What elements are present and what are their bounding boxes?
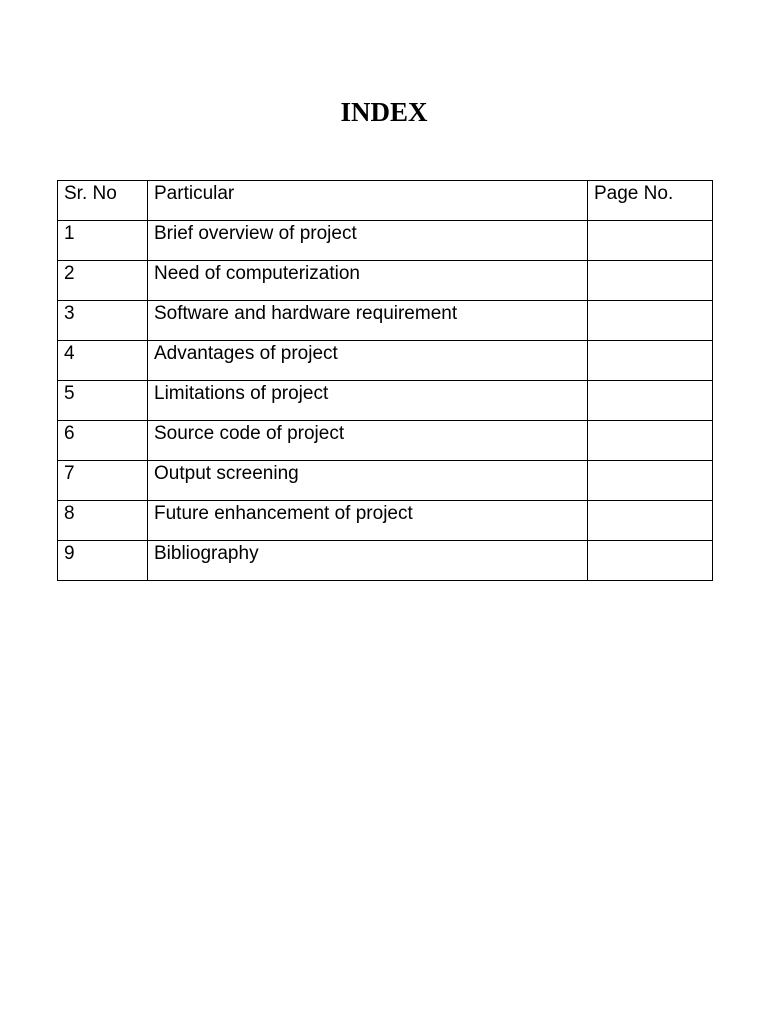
table-row — [58, 261, 713, 301]
table-row — [58, 221, 713, 261]
page-no-cell — [588, 261, 713, 301]
sr-no-cell: 8 — [58, 501, 148, 541]
sr-no-cell: 2 — [58, 261, 148, 301]
table-row — [58, 301, 713, 341]
sr-no-cell: 7 — [58, 461, 148, 501]
page-title: INDEX — [340, 97, 428, 127]
sr-no-cell: 9 — [58, 541, 148, 581]
sr-no-cell: 1 — [58, 221, 148, 261]
page-no-cell — [588, 421, 713, 461]
table-row — [58, 381, 713, 421]
column-header-page-no: Page No. — [588, 181, 713, 221]
particular-cell: Limitations of project — [148, 381, 588, 421]
particular-cell: Output screening — [148, 461, 588, 501]
particular-cell: Source code of project — [148, 421, 588, 461]
table-row — [58, 341, 713, 381]
page-no-cell — [588, 301, 713, 341]
sr-no-cell: 3 — [58, 301, 148, 341]
page-no-cell — [588, 221, 713, 261]
table-row — [58, 461, 713, 501]
table-header-row — [58, 181, 713, 221]
particular-cell: Need of computerization — [148, 261, 588, 301]
sr-no-cell: 6 — [58, 421, 148, 461]
page-no-cell — [588, 381, 713, 421]
particular-cell: Brief overview of project — [148, 221, 588, 261]
page-no-cell — [588, 501, 713, 541]
column-header-sr-no: Sr. No — [58, 181, 148, 221]
sr-no-cell: 5 — [58, 381, 148, 421]
particular-cell: Software and hardware requirement — [148, 301, 588, 341]
particular-cell: Advantages of project — [148, 341, 588, 381]
particular-cell: Future enhancement of project — [148, 501, 588, 541]
table-row — [58, 541, 713, 581]
sr-no-cell: 4 — [58, 341, 148, 381]
table-row — [58, 501, 713, 541]
page-no-cell — [588, 341, 713, 381]
column-header-particular: Particular — [148, 181, 588, 221]
particular-cell: Bibliography — [148, 541, 588, 581]
index-table — [57, 180, 713, 581]
table-row — [58, 421, 713, 461]
page-no-cell — [588, 461, 713, 501]
page-no-cell — [588, 541, 713, 581]
